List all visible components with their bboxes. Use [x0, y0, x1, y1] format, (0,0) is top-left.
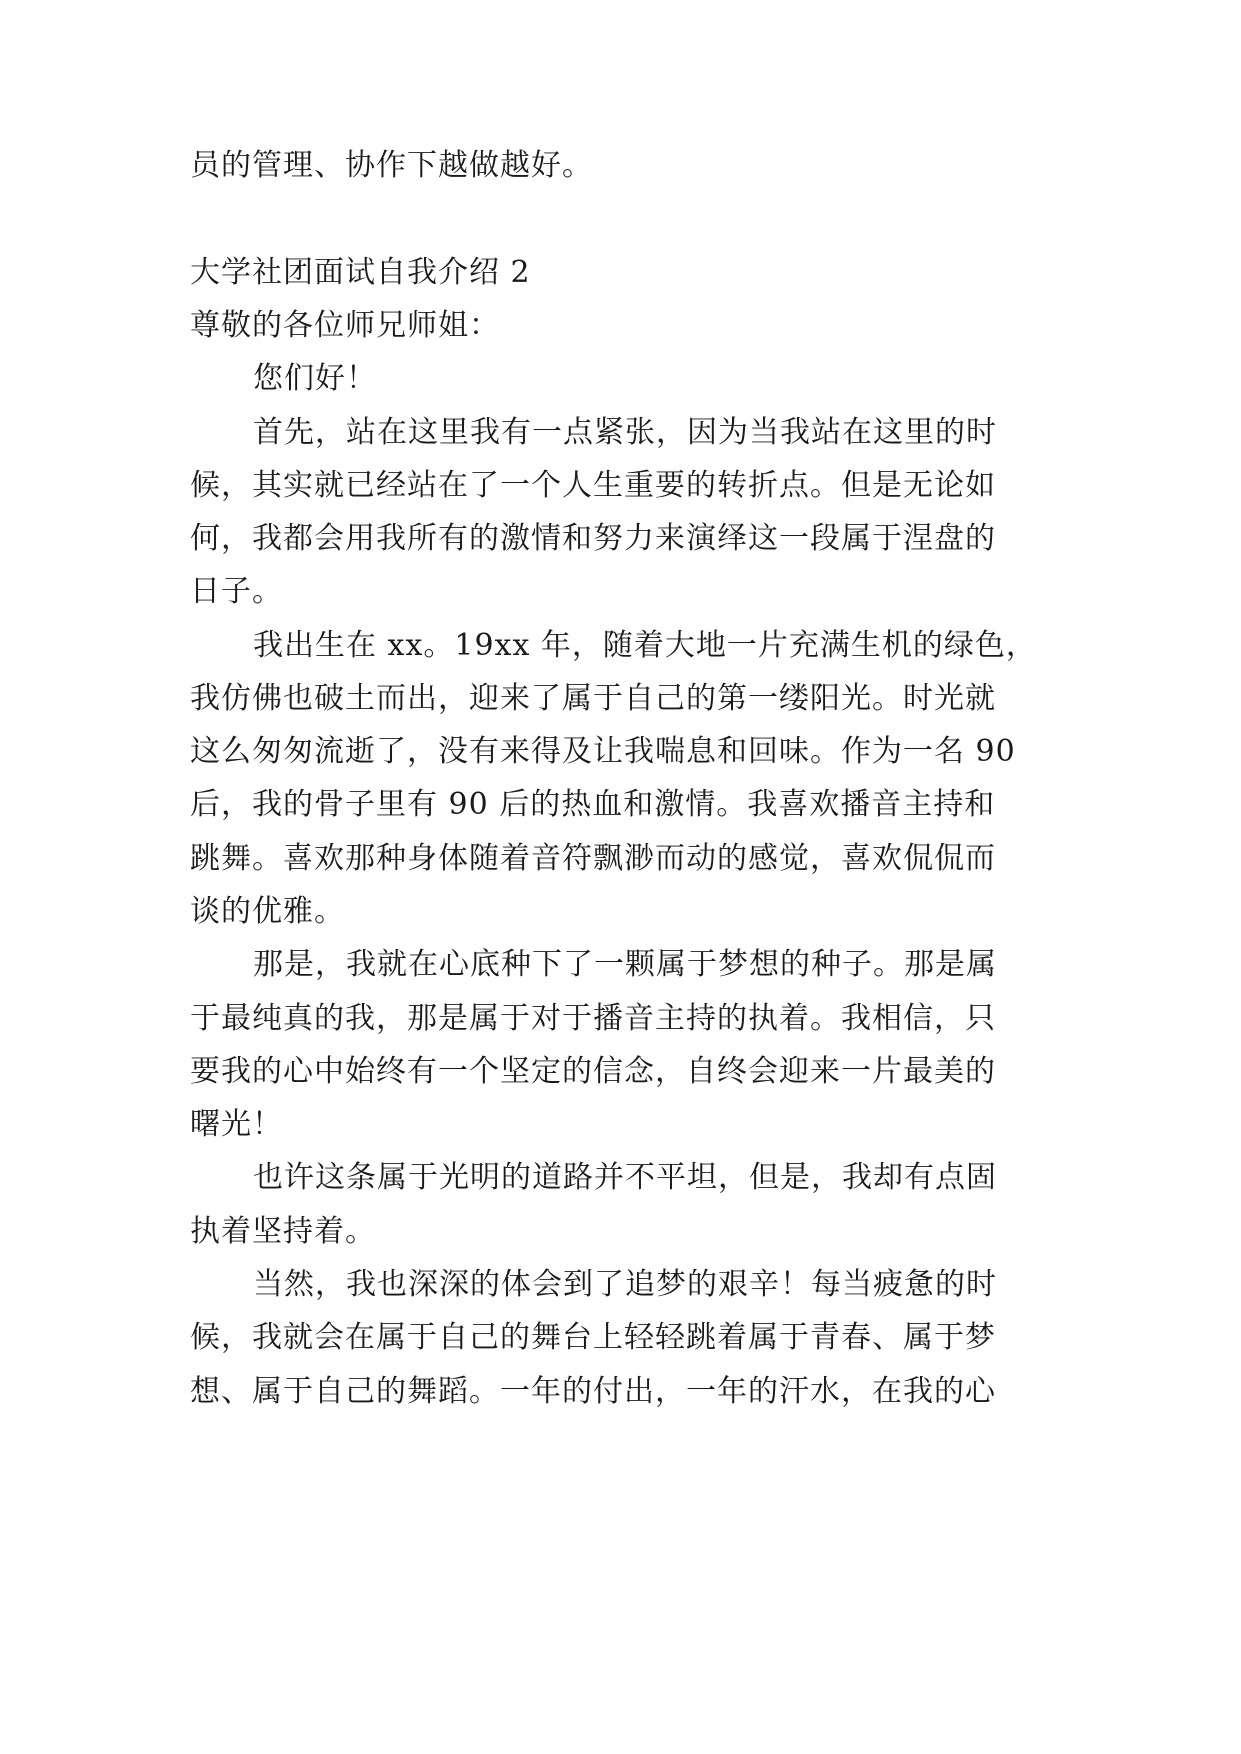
- paragraph-3-line-3: 要我的心中始终有一个坚定的信念，自终会迎来一片最美的: [190, 1054, 996, 1089]
- paragraph-2-line-1: 我出生在 xx。19xx 年，随着大地一片充满生机的绿色，: [253, 628, 1037, 663]
- paragraph-2-line-2: 我仿佛也破土而出，迎来了属于自己的第一缕阳光。时光就: [190, 681, 996, 716]
- paragraph-5-line-2: 候，我就会在属于自己的舞台上轻轻跳着属于青春、属于梦: [190, 1320, 996, 1355]
- paragraph-1-line-1: 首先，站在这里我有一点紧张，因为当我站在这里的时: [253, 415, 997, 450]
- paragraph-4-line-1: 也许这条属于光明的道路并不平坦，但是，我却有点固: [253, 1160, 997, 1195]
- paragraph-2-line-6: 谈的优雅。: [190, 894, 345, 929]
- paragraph-3-line-2: 于最纯真的我，那是属于对于播音主持的执着。我相信，只: [190, 1001, 996, 1036]
- section-heading: 大学社团面试自我介绍 2: [190, 255, 531, 290]
- paragraph-5-line-3: 想、属于自己的舞蹈。一年的付出，一年的汗水，在我的心: [190, 1374, 996, 1409]
- paragraph-2-line-3: 这么匆匆流逝了，没有来得及让我喘息和回味。作为一名 90: [190, 734, 1016, 769]
- salutation: 尊敬的各位师兄师姐：: [190, 308, 500, 343]
- paragraph-4-line-2: 执着坚持着。: [190, 1214, 376, 1249]
- paragraph-2-line-5: 跳舞。喜欢那种身体随着音符飘渺而动的感觉，喜欢侃侃而: [190, 841, 996, 876]
- paragraph-3-line-4: 曙光！: [190, 1107, 283, 1142]
- greeting: 您们好！: [253, 361, 377, 396]
- paragraph-5-line-1: 当然，我也深深的体会到了追梦的艰辛！每当疲惫的时: [253, 1267, 997, 1302]
- paragraph-1-line-3: 何，我都会用我所有的激情和努力来演绎这一段属于涅盘的: [190, 521, 996, 556]
- paragraph-2-line-4: 后，我的骨子里有 90 后的热血和激情。我喜欢播音主持和: [190, 787, 996, 822]
- carryover-line: 员的管理、协作下越做越好。: [190, 148, 593, 183]
- paragraph-1-line-2: 候，其实就已经站在了一个人生重要的转折点。但是无论如: [190, 468, 996, 503]
- paragraph-1-line-4: 日子。: [190, 574, 283, 609]
- paragraph-3-line-1: 那是，我就在心底种下了一颗属于梦想的种子。那是属: [253, 947, 997, 982]
